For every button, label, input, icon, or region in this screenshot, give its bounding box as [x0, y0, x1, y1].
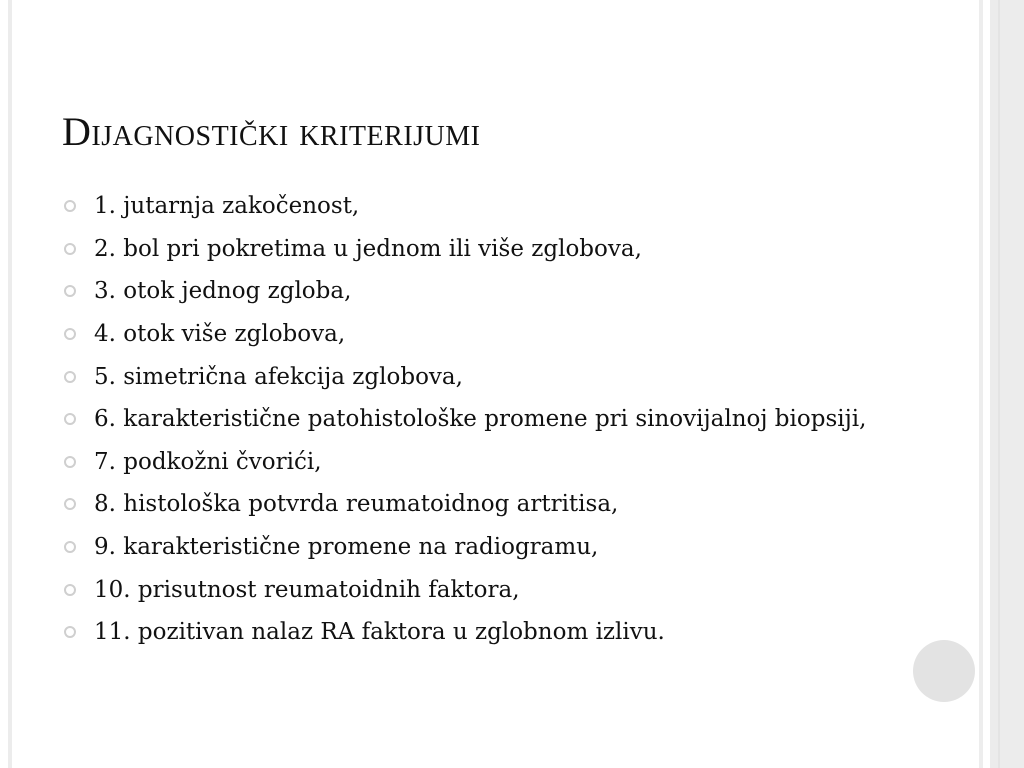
left-border-decoration — [8, 0, 12, 768]
item-text: 2. bol pri pokretima u jednom ili više zglobova, — [94, 235, 642, 262]
bullet-icon — [64, 541, 76, 553]
item-text: 10. prisutnost reumatoidnih faktora, — [94, 576, 520, 603]
list-item — [62, 355, 866, 398]
list-item — [62, 483, 866, 526]
list-item — [62, 568, 866, 611]
item-text: 5. simetrična afekcija zglobova, — [94, 363, 463, 390]
bullet-icon — [64, 285, 76, 297]
bullet-icon — [64, 328, 76, 340]
item-text: 9. karakteristične promene na radiogramu, — [94, 534, 599, 561]
list-item — [62, 526, 866, 569]
bullet-icon — [64, 413, 76, 425]
bullet-icon — [64, 456, 76, 468]
list-item — [62, 441, 866, 484]
bullet-icon — [64, 243, 76, 255]
list-item — [62, 611, 866, 654]
list-item — [62, 185, 866, 228]
bullet-icon — [64, 626, 76, 638]
criteria-list — [62, 185, 866, 654]
bullet-icon — [64, 584, 76, 596]
item-text: 8. histološka potvrda reumatoidnog artritisa, — [94, 491, 619, 518]
circle-decoration — [913, 640, 975, 702]
right-band-line-decoration — [998, 0, 1000, 768]
item-text: 1. jutarnja zakočenost, — [94, 193, 360, 220]
item-text: 3. otok jednog zgloba, — [94, 278, 352, 305]
list-item — [62, 313, 866, 356]
slide-title: Dijagnostički kriterijumi — [62, 109, 481, 154]
right-stripe-decoration — [979, 0, 983, 768]
right-band-decoration — [990, 0, 1024, 768]
bullet-icon — [64, 200, 76, 212]
list-item — [62, 270, 866, 313]
bullet-icon — [64, 371, 76, 383]
item-text: 7. podkožni čvorići, — [94, 448, 322, 475]
bullet-icon — [64, 498, 76, 510]
item-text: 11. pozitivan nalaz RA faktora u zglobnom izlivu. — [94, 619, 665, 646]
item-text: 6. karakteristične patohistološke promene pri sinovijalnoj biopsiji, — [94, 406, 867, 433]
item-text: 4. otok više zglobova, — [94, 321, 346, 348]
list-item — [62, 398, 866, 441]
list-item — [62, 228, 866, 271]
